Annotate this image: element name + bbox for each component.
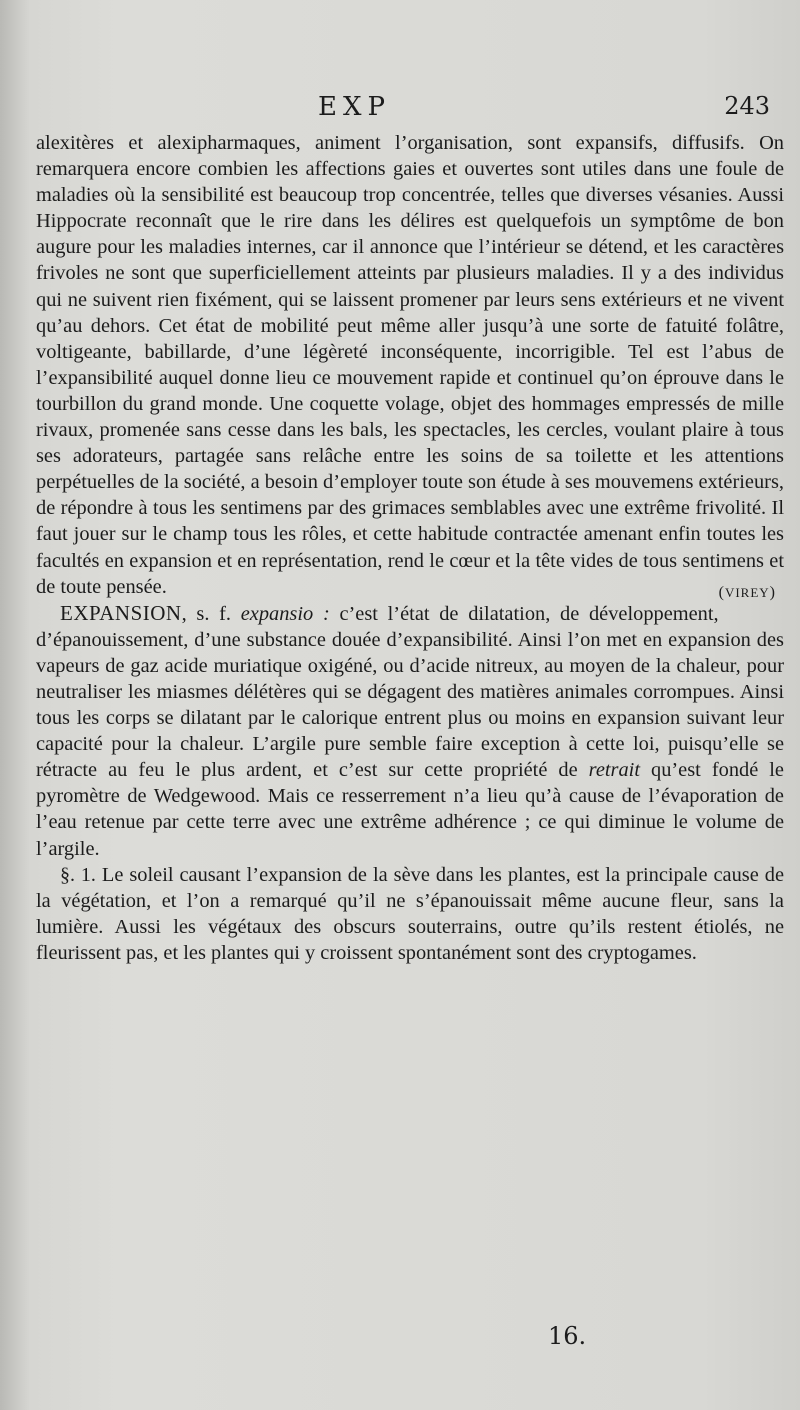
body-text — [36, 130, 784, 966]
page-number: 243 — [724, 92, 770, 120]
paragraph-text: c’est l’état de dilatation, de développement, d’épanouissement, d’une substance douée d’expansibilité. Ainsi l’on met en expansion des vapeurs de gaz acide muriatique oxigéné, ou d’acide nitreux, au moyen de la chaleur, pour neutraliser les miasmes délétères qui se dégagent des matières animales corrompues. Ainsi tous les corps se dilatant par le calorique entrent plus ou moins en expansion suivant leur capacité pour la chaleur. L’argile pure semble faire exception à cette loi, puisqu’elle se rétracte au feu le plus ardent, et c’est sur cette propriété de — [36, 602, 784, 782]
paragraph-continued — [36, 130, 784, 600]
paragraph-text: alexitères et alexipharmaques, animent l’organisation, sont expansifs, diffusifs. On remarquera encore combien les affections gaies et ouvertes sont utiles dans une foule de maladies où la sensibilité est beaucoup trop concentrée, telles que diverses vésanies. Aussi Hippocrate reconnaît que le rire dans les délires est quelquefois un symptôme de bon augure pour les maladies internes, car il annonce que l’intérieur se détend, et les caractères frivoles ne sont que superficiellement atteints par plusieurs maladies. Il y a des individus qui ne suivent rien fixément, qui se laissent promener par leurs sens extérieurs et ne vivent qu’au dehors. Cet état de mobilité peut même aller jusqu’à une sorte de fatuité folâtre, voltigeante, babillarde, d’une légèreté inconséquente, incorrigible. Tel est l’abus de l’expansibilité auquel donne lieu ce mouvement rapide et continuel qu’on éprouve dans le tourbillon du grand monde. Une coquette volage, objet des hommages empressés de mille rivaux, promenée sans cesse dans les bals, les spectacles, les cercles, voulant plaire à tous ses adorateurs, partagée sans relâche entre les soins de sa toilette et les attentions perpétuelles de la société, a besoin d’employer toute son étude à ses mouvemens extérieurs, de répondre à tous les sentimens par des grimaces semblables avec une extrême frivolité. Il faut jouer sur le champ tous les rôles, et cette habitude contractée amenant enfin toutes les facultés en expansion et en représentation, rend le cœur et la tête vides de tous sentimens et de toute pensée. — [36, 132, 784, 598]
entry-headword: EXPANSION — [60, 600, 182, 625]
author-signature: (VIREY) — [718, 583, 776, 601]
page-header — [0, 92, 800, 132]
paragraph-text: qu’est fondé le pyromètre de Wedgewood. Mais ce resserrement n’a lieu qu’à cause de l’évaporation de l’eau retenue par cette terre avec une extrême adhérence ; ce qui diminue le volume de l’argile. — [36, 759, 784, 860]
paragraph-section-1 — [36, 862, 784, 966]
entry-latin: expansio : — [240, 602, 330, 625]
italic-term: retrait — [588, 759, 640, 782]
paragraph-entry-expansion — [36, 600, 784, 862]
section-marker: §. 1. — [60, 863, 96, 886]
entry-grammar: , s. f. — [181, 602, 241, 625]
printer-signature-mark: 16. — [548, 1322, 587, 1350]
paragraph-text: Le soleil causant l’expansion de la sève dans les plantes, est la principale cause de la végétation, et l’on a remarqué qu’il ne s’épanouissait même aucune fleur, sans la lumière. Aussi les végétaux des obscurs souterrains, outre qu’ils restent étiolés, ne fleurissent pas, et les plantes qui y croissent spontanément sont des cryptogames. — [36, 863, 785, 964]
running-head: EXP — [318, 92, 391, 122]
